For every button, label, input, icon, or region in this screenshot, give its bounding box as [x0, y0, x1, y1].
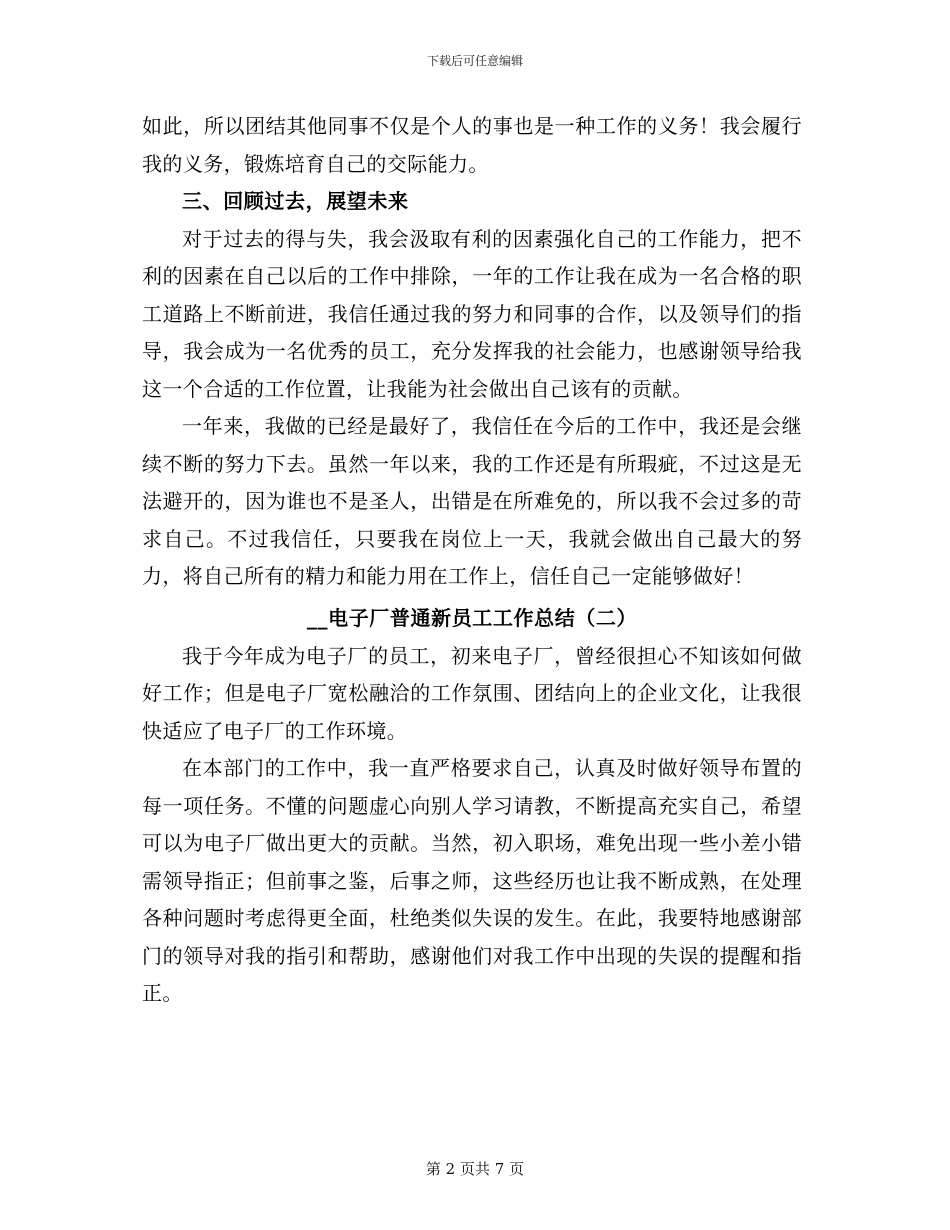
paragraph: 对于过去的得与失，我会汲取有利的因素强化自己的工作能力，把不利的因素在自己以后的工作中排除，一年的工作让我在成为一名合格的职工道路上不断前进，我信任通过我的努力和同事的合作，以及领导们的指导，我会成为一名优秀的员工，充分发挥我的社会能力，也感谢领导给我这一个合适的工作位置，让我能为社会做出自己该有的贡献。 — [142, 226, 802, 401]
paragraph: 一年来，我做的已经是最好了，我信任在今后的工作中，我还是会继续不断的努力下去。虽然一年以来，我的工作还是有所瑕疵，不过这是无法避开的，因为谁也不是圣人，出错是在所难免的，所以我不会过多的苛求自己。不过我信任，只要我在岗位上一天，我就会做出自己最大的努力，将自己所有的精力和能力用在工作上，信任自己一定能够做好！ — [142, 414, 802, 588]
paragraph: 在本部门的工作中，我一直严格要求自己，认真及时做好领导布置的每一项任务。不懂的问题虚心向别人学习请教，不断提高充实自己，希望可以为电子厂做出更大的贡献。当然，初入职场，难免出现一些小差小错需领导指正；但前事之鉴，后事之师，这些经历也让我不断成熟，在处理各种问题时考虑得更全面，杜绝类似失误的发生。在此，我要特地感谢部门的领导对我的指引和帮助，感谢他们对我工作中出现的失误的提醒和指正。 — [142, 756, 802, 1005]
paragraph: 我于今年成为电子厂的员工，初来电子厂，曾经很担心不知该如何做好工作；但是电子厂宽松融洽的工作氛围、团结向上的企业文化，让我很快适应了电子厂的工作环境。 — [142, 643, 802, 743]
paragraph-continuation: 如此，所以团结其他同事不仅是个人的事也是一种工作的义务！我会履行我的义务，锻炼培育自己的交际能力。 — [142, 114, 802, 176]
page-footer: 第 2 页共 7 页 — [425, 1160, 525, 1178]
section-heading: 三、回顾过去，展望未来 — [182, 189, 409, 213]
page-header: 下载后可任意编辑 — [426, 54, 523, 68]
document-body — [142, 108, 802, 1013]
document-title: __电子厂普通新员工工作总结（二） — [306, 605, 638, 630]
